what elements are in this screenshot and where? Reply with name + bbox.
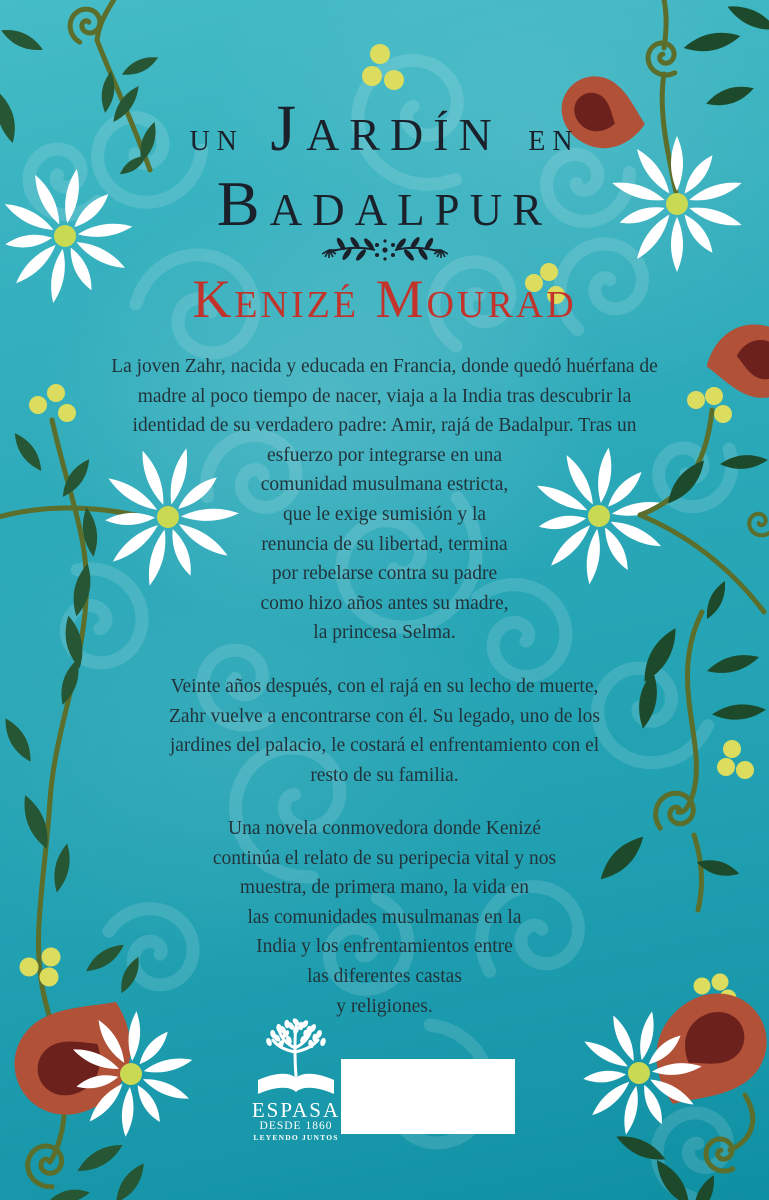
- blurb-line: resto de su familia.: [310, 764, 459, 786]
- blurb-line: renuncia de su libertad, termina: [261, 533, 508, 555]
- publisher-name: ESPASA: [251, 1098, 341, 1122]
- blurb-line: como hizo años antes su madre,: [260, 592, 509, 614]
- blurb-line: muestra, de primera mano, la vida en: [239, 877, 530, 899]
- blurb-paragraph-1: [0, 352, 769, 648]
- blurb-line: la princesa Selma.: [313, 622, 456, 644]
- blurb-line: India y los enfrentamientos entre: [256, 936, 513, 958]
- blurb-line: continúa el relato de su peripecia vital y nos: [212, 847, 557, 869]
- title-word-jardin: Jardín: [270, 92, 502, 165]
- publisher-tagline-desde: DESDE 1860: [259, 1120, 333, 1132]
- blurb-line: Veinte años después, con el rajá en su lecho de muerte,: [170, 676, 599, 697]
- espasa-tree-book-icon: [251, 1018, 341, 1100]
- blurb-line: Zahr vuelve a encontrarse con él. Su legado, uno de los: [168, 705, 601, 727]
- blurb-line: La joven Zahr, nacida y educada en Francia, donde quedó huérfana de: [111, 356, 658, 377]
- blurb-line: comunidad musulmana estricta,: [260, 474, 509, 496]
- blurb-line: que le exige sumisión y la: [282, 503, 487, 525]
- book-title-line1: [0, 92, 769, 165]
- title-word-un: un: [189, 114, 244, 159]
- title-word-en: en: [528, 114, 580, 159]
- blurb-line: esfuerzo por integrarse en una: [267, 444, 502, 466]
- book-title-line2: Badalpur: [216, 168, 553, 239]
- blurb-line: por rebelarse contra su padre: [271, 563, 498, 585]
- blurb-paragraph-3: [0, 814, 769, 1021]
- blurb-paragraph-2: [0, 672, 769, 790]
- blurb-line: las diferentes castas: [307, 965, 462, 987]
- blurb-line: jardines del palacio, le costará el enfrentamiento con el: [169, 735, 600, 757]
- blurb-line: las comunidades musulmanas en la: [247, 906, 522, 928]
- blurb-line: identidad de su verdadero padre: Amir, rajá de Badalpur. Tras un: [132, 415, 637, 437]
- blurb-line: y religiones.: [336, 995, 433, 1017]
- author-name: Kenizé Mourad: [192, 269, 577, 329]
- publisher-tagline-leyendo: LEYENDO JUNTOS: [253, 1133, 339, 1142]
- blurb-line: Una novela conmovedora donde Kenizé: [228, 818, 541, 839]
- publisher-logo: [248, 1018, 344, 1148]
- barcode-box: [341, 1059, 515, 1134]
- laurel-ornament-icon: [322, 234, 448, 266]
- blurb-line: madre al poco tiempo de nacer, viaja a la India tras descubrir la: [137, 385, 632, 407]
